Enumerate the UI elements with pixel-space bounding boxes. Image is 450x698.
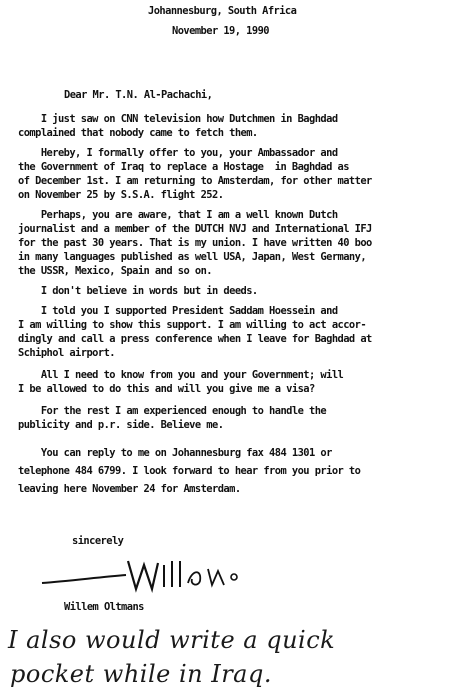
letter-date: November 19, 1990	[172, 25, 269, 37]
body-line: Schiphol airport.	[18, 347, 115, 359]
body-line: on November 25 by S.S.A. flight 252.	[18, 189, 224, 201]
reply-line: telephone 484 6799. I look forward to hear from you prior to	[18, 465, 361, 477]
body-line: Perhaps, you are aware, that I am a well known Dutch	[18, 209, 338, 221]
body-line: I told you I supported President Saddam Hoessein and	[18, 305, 338, 317]
body-line: I am willing to show this support. I am willing to act accor-	[18, 319, 367, 331]
reply-line: leaving here November 24 for Amsterdam.	[18, 483, 241, 495]
body-line: dingly and call a press conference when I leave for Baghdad at	[18, 333, 372, 345]
body-line: For the rest I am experienced enough to handle the	[18, 405, 327, 417]
body-line: I don't believe in words but in deeds.	[18, 285, 258, 297]
body-line: in many languages published as well USA, Japan, West Germany,	[18, 251, 367, 263]
body-line: publicity and p.r. side. Believe me.	[18, 419, 224, 431]
body-line: complained that nobody came to fetch them.	[18, 127, 258, 139]
salutation: Dear Mr. T.N. Al-Pachachi,	[64, 89, 213, 101]
body-line: Hereby, I formally offer to you, your Ambassador and	[18, 147, 338, 159]
body-line: the USSR, Mexico, Spain and so on.	[18, 265, 212, 277]
handwritten-note-line: pocket while in Iraq.	[10, 660, 272, 688]
signer-name: Willem Oltmans	[64, 601, 144, 613]
body-line: the Government of Iraq to replace a Hostage in Baghdad as	[18, 161, 349, 173]
letter-place: Johannesburg, South Africa	[148, 5, 297, 17]
body-line: I just saw on CNN television how Dutchmen in Baghdad	[18, 113, 338, 125]
body-line: for the past 30 years. That is my union. I have written 40 boo	[18, 237, 372, 249]
handwritten-signature	[40, 555, 240, 593]
body-line: All I need to know from you and your Government; will	[18, 369, 344, 381]
body-line: of December 1st. I am returning to Amsterdam, for other matter	[18, 175, 372, 187]
reply-line: You can reply to me on Johannesburg fax 484 1301 or	[18, 447, 332, 459]
body-line: journalist and a member of the DUTCH NVJ and International IFJ	[18, 223, 372, 235]
handwritten-note-line: I also would write a quick	[8, 626, 336, 654]
body-line: I be allowed to do this and will you give me a visa?	[18, 383, 315, 395]
closing: sincerely	[72, 535, 124, 547]
